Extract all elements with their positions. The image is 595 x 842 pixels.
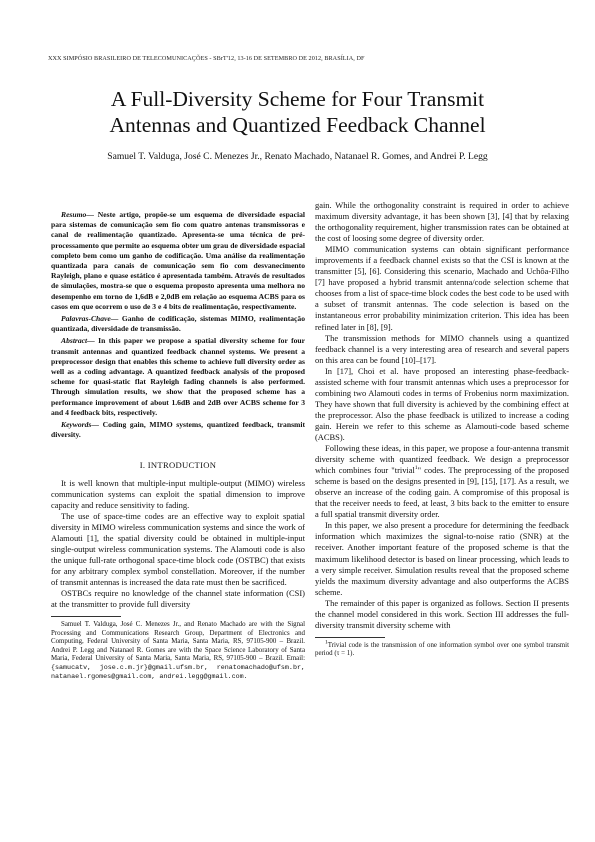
abstract-label: Abstract— — [61, 336, 95, 346]
affiliation-footnote — [51, 621, 305, 681]
body-paragraph: The transmission methods for MIMO channels using a quantized feedback channel is a very interesting area of research and several papers on this area can be found [10]–[17]. — [315, 332, 569, 365]
keywords-label: Keywords— — [61, 420, 99, 430]
running-header: XXX SIMPÓSIO BRASILEIRO DE TELECOMUNICAÇÕES - SBrT'12, 13-16 DE SETEMBRO DE 2012, BRASÍLIA, DF — [48, 55, 365, 62]
footnote-rule — [51, 616, 121, 617]
left-column — [51, 210, 305, 681]
resumo — [51, 210, 305, 312]
paragraph-text: " codes. The preprocessing of the proposed scheme is based on the designs presented in [9], [15], [17]. As a result, we observe an increase of the coding gain. A compromise of this proposal is that the receiver needs to feed, at least, 3 bits back to the emitter to ensure a full spatial transmit diversity order. — [315, 465, 570, 520]
footnote-marker: 1 — [414, 465, 418, 472]
palavras-chave — [51, 314, 305, 334]
abstract-text: In this paper we propose a spatial diversity scheme for four transmit antennas and quantized feedback channel systems. We present a preprocessor design that enables this scheme to achieve full diversity order as well as a coding advantage. A quantized feedback analysis of the proposed scheme for quasi-static flat Rayleigh fading channels is also performed. Through simulation results, we show that the proposed scheme has a performance improvement of about 1.6dB and 2dB over ACBS scheme for 3 and 4 feedback bits, respectively. — [51, 336, 305, 417]
footnote-text: Trivial code is the transmission of one information symbol over one symbol transmit period (τ = 1). — [315, 641, 569, 658]
body-paragraph: In [17], Choi et al. have proposed an interesting phase-feedback-assisted scheme with four transmit antennas which uses a preprocessor for combining two Alamouti codes in terms of Frobenius norm maximization. They have shown that full diversity is achieved by the combining effect at the preprocessor. Also the phase feedback is utilized to increase a coding gain. Herein we refer to this scheme as Alamouti-code based scheme (ACBS). — [315, 365, 569, 442]
abstract — [51, 336, 305, 418]
right-column — [315, 200, 569, 659]
author-list: Samuel T. Valduga, José C. Menezes Jr., Renato Machado, Natanael R. Gomes, and Andrei P. Legg — [107, 151, 488, 162]
keywords — [51, 420, 305, 440]
section-heading: I. INTRODUCTION — [139, 460, 217, 471]
affiliation-text: Samuel T. Valduga, José C. Menezes Jr., and Renato Machado are with the Signal Processing and Communications Research Group, Department of Electronics and Computing, Federal University of Santa Maria, Santa Maria, RS, 97105-900 – Brazil. Andrei P. Legg and Natanael R. Gomes are with the Space Science Laboratory of Santa Maria, Federal University of Santa Maria, Santa Maria, RS, 97105-900 – Brazil. Email: — [51, 621, 305, 663]
body-paragraph — [315, 443, 569, 520]
body-paragraph: It is well known that multiple-input multiple-output (MIMO) wireless communication systems can exploit the spatial dimension to improve capacity and reduce sensitivity to fading. — [51, 477, 305, 510]
footnote-marker: 1 — [325, 639, 328, 646]
title-line-2: Antennas and Quantized Feedback Channel — [109, 113, 486, 137]
paragraph-text: Following these ideas, in this paper, we propose a four-antenna transmit diversity scheme with quantized feedback. We design a preprocessor which combines four "trivial — [315, 443, 569, 476]
body-paragraph: The use of space-time codes are an effective way to exploit spatial diversity in MIMO wireless communication systems and since the work of Alamouti [1], the spatial diversity could be obtained in multiple-input single-output wireless communication systems. The Alamouti code is also the unique full-rate orthogonal space-time block code (OSTBC) that exists for any arbitrary complex symbol constellation. Moreover, if the number of transmit antennas is increased the data rate must then be sacrificed. — [51, 510, 305, 587]
affiliation-emails: {samucatv, jose.c.m.jr}@gmail.ufsm.br, renatomachado@ufsm.br, natanael.rgomes@gmail.com, andrei.legg@gmail.com. — [51, 664, 305, 681]
resumo-text: Neste artigo, propõe-se um esquema de diversidade espacial para sistemas de comunicação sem fio com quatro antenas transmissoras e canal de realimentação quantizado. Apresenta-se uma técnica de pré-processamento que permite ao esquema obter um grau de diversidade espacial completo bem como um ganho de codificação. Uma análise da realimentação quantizada para canais de comunicação sem fio com desvanecimento Rayleigh, plano e quase estático é apresentada também. Através de resultados de simulações, mostra-se que o esquema proposto apresenta uma melhora no desempenho em torno de 1,6dB e 2,0dB em relação ao esquema ACBS para os casos em que ocorrem o uso de 3 e 4 bits de realimentação, respectivamente. — [51, 210, 305, 311]
body-paragraph: The remainder of this paper is organized as follows. Section II presents the channel model considered in this work. Section III addresses the full-diversity transmit diversity scheme with — [315, 597, 569, 630]
body-paragraph: In this paper, we also present a procedure for determining the feedback information which maximizes the signal-to-noise ratio (SNR) at the receiver. Another important feature of the proposed scheme is that the maximum likelihood detector is based on linear processing, which leads to a very simple receiver. Simulation results reveal that the proposed scheme yields the maximum diversity advantage and also outperforms the ACBS scheme. — [315, 520, 569, 597]
footnote-rule — [315, 637, 385, 638]
palavras-label: Palavras-Chave— — [61, 314, 119, 324]
title-line-1: A Full-Diversity Scheme for Four Transmit — [110, 87, 485, 111]
palavras-text: Ganho de codificação, sistemas MIMO, realimentação quantizada, diversidade de transmissão. — [51, 314, 305, 334]
keywords-text: Coding gain, MIMO systems, quantized feedback, transmit diversity. — [51, 420, 305, 440]
body-paragraph: MIMO communication systems can obtain significant performance improvements if a feedback channel exists so that the CSI is known at the transmitter [5], [6]. Considering this scenario, Machado and Uchôa-Filho [7] have proposed a hybrid transmit antenna/code selection scheme that chooses from a list of space-time block codes the best code to be used with a subset of transmit antennas. The code selection is based on the instantaneous error probability minimization criterion. This idea has been refined later in [8], [9]. — [315, 244, 569, 332]
trivial-code-footnote — [315, 639, 569, 659]
body-paragraph: gain. While the orthogonality constraint is required in order to achieve maximum diversity advantage, it has been shown [3], [4] that by relaxing the orthogonality requirement, higher transmission rates can be obtained at the cost of loosing some degree of diversity order. — [315, 200, 569, 244]
resumo-label: Resumo— — [61, 210, 94, 219]
paper-title — [40, 86, 555, 138]
body-paragraph: OSTBCs require no knowledge of the channel state information (CSI) at the transmitter to provide full diversity — [51, 587, 305, 610]
